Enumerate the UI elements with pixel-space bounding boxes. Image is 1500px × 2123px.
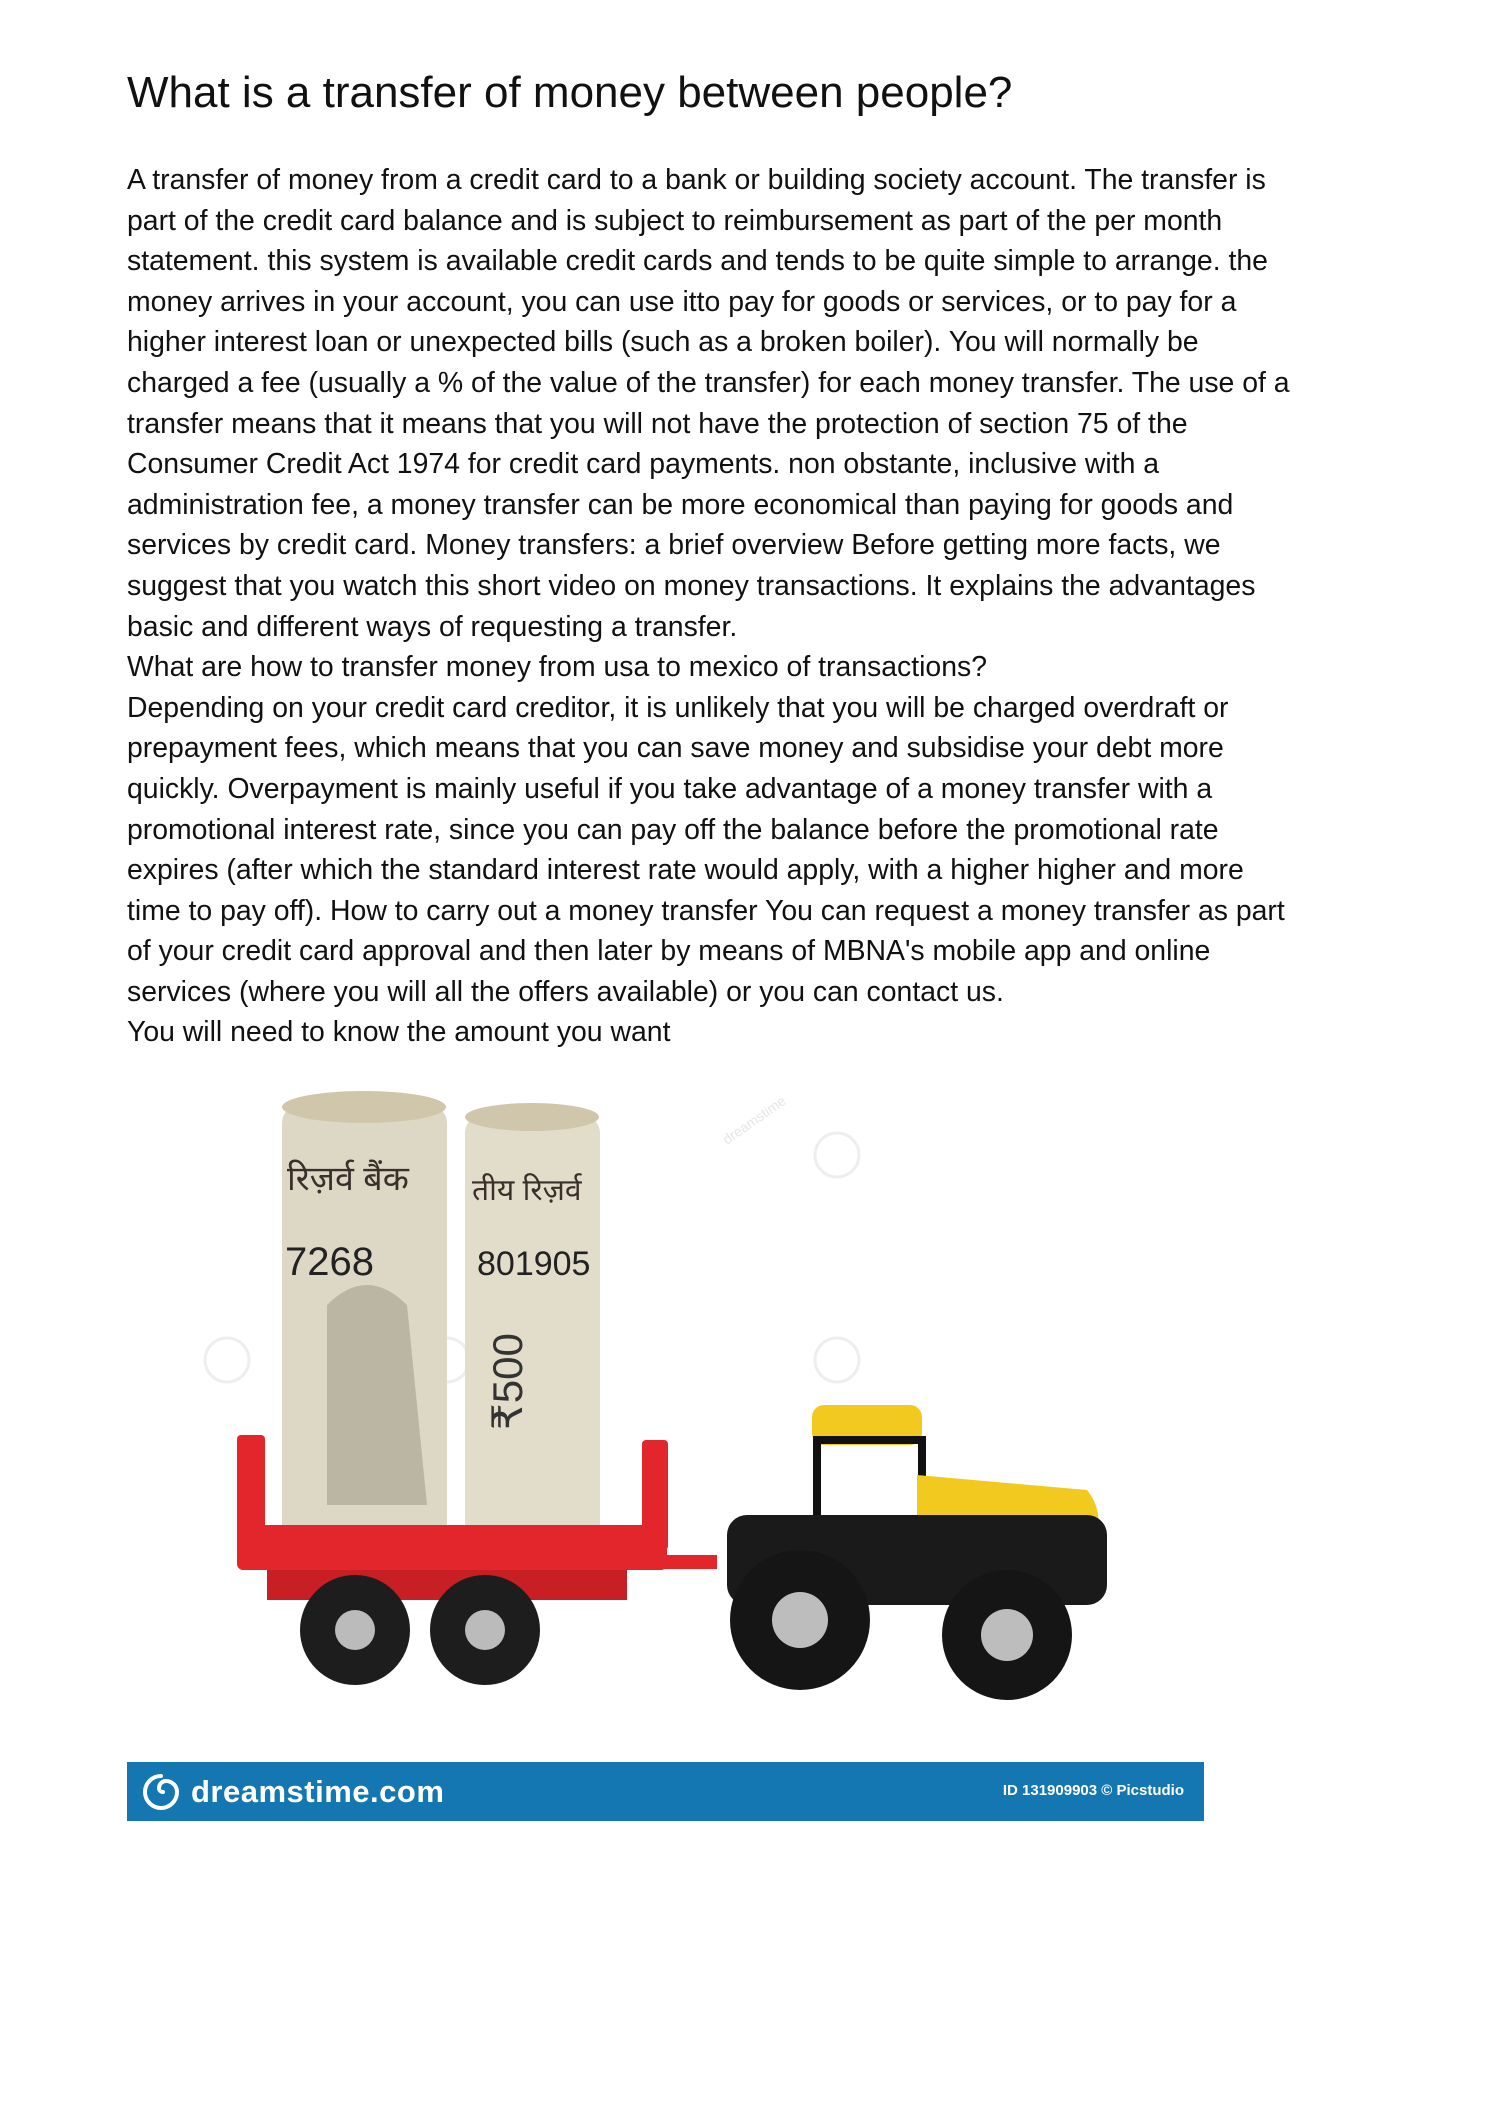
image-credit: ID 131909903 © Picstudio: [1002, 1782, 1184, 1799]
question-heading: What are how to transfer money from usa to mexico of transactions?: [127, 651, 987, 684]
text-line: Consumer Credit Act 1974 for credit card payments. non obstante, inclusive with a: [127, 448, 1160, 481]
logo-text: dreamstime.com: [191, 1774, 445, 1809]
text-line: money arrives in your account, you can use itto pay for goods or services, or to pay for a: [127, 285, 1237, 318]
stock-photo-tractor-with-banknotes: [127, 1075, 1204, 1762]
text-line: quickly. Overpayment is mainly useful if you take advantage of a money transfer with a: [127, 772, 1213, 805]
note2-serial: 801905: [477, 1245, 591, 1283]
text-line: transfer means that it means that you will not have the protection of section 75 of the: [127, 407, 1188, 440]
page-title: What is a transfer of money between people?: [127, 68, 1013, 117]
paragraph-intro: [127, 160, 1427, 647]
banknote-roll-1: [282, 1091, 447, 1545]
text-line: higher interest loan or unexpected bills (such as a broken boiler). You will normally be: [127, 326, 1199, 359]
note1-serial: 7268: [285, 1240, 374, 1284]
paragraph-details: [127, 688, 1427, 1013]
dreamstime-banner: [127, 1762, 1204, 1821]
text-line: services (where you will all the offers available) or you can contact us.: [127, 975, 1004, 1008]
text-line: suggest that you watch this short video on money transactions. It explains the advantages: [127, 569, 1256, 602]
spiral-logo-icon: [141, 1772, 181, 1812]
text-line: Depending on your credit card creditor, it is unlikely that you will be charged overdraft or: [127, 691, 1229, 724]
text-line: promotional interest rate, since you can pay off the balance before the promotional rate: [127, 813, 1219, 846]
text-line: administration fee, a money transfer can be more economical than paying for goods and: [127, 488, 1234, 521]
closing-line: You will need to know the amount you want: [127, 1016, 671, 1049]
text-line: prepayment fees, which means that you can save money and subsidise your debt more: [127, 732, 1224, 765]
text-line: charged a fee (usually a % of the value of the transfer) for each money transfer. The use of a: [127, 366, 1290, 399]
yellow-tractor: [727, 1405, 1107, 1700]
text-line: time to pay off). How to carry out a money transfer You can request a money transfer as part: [127, 894, 1285, 927]
note-value: ₹500: [484, 1333, 531, 1430]
text-line: of your credit card approval and then later by means of MBNA's mobile app and online: [127, 935, 1211, 968]
note1-header: रिज़र्व बैंक: [287, 1160, 409, 1198]
banknote-roll-2: [465, 1103, 600, 1545]
text-line: A transfer of money from a credit card to a bank or building society account. The transfer is: [127, 164, 1266, 196]
dreamstime-logo[interactable]: [141, 1772, 444, 1812]
text-line: statement. this system is available credit cards and tends to be quite simple to arrange. the: [127, 245, 1268, 278]
text-line: basic and different ways of requesting a transfer.: [127, 610, 738, 643]
article-body: [127, 160, 1427, 1053]
note2-header: तीय रिज़र्व: [472, 1174, 582, 1207]
text-line: services by credit card. Money transfers: a brief overview Before getting more facts, we: [127, 529, 1221, 562]
text-line: expires (after which the standard interest rate would apply, with a higher higher and more: [127, 854, 1244, 887]
text-line: part of the credit card balance and is subject to reimbursement as part of the per month: [127, 204, 1223, 237]
watermark-text: dreamstime: [719, 1092, 789, 1148]
